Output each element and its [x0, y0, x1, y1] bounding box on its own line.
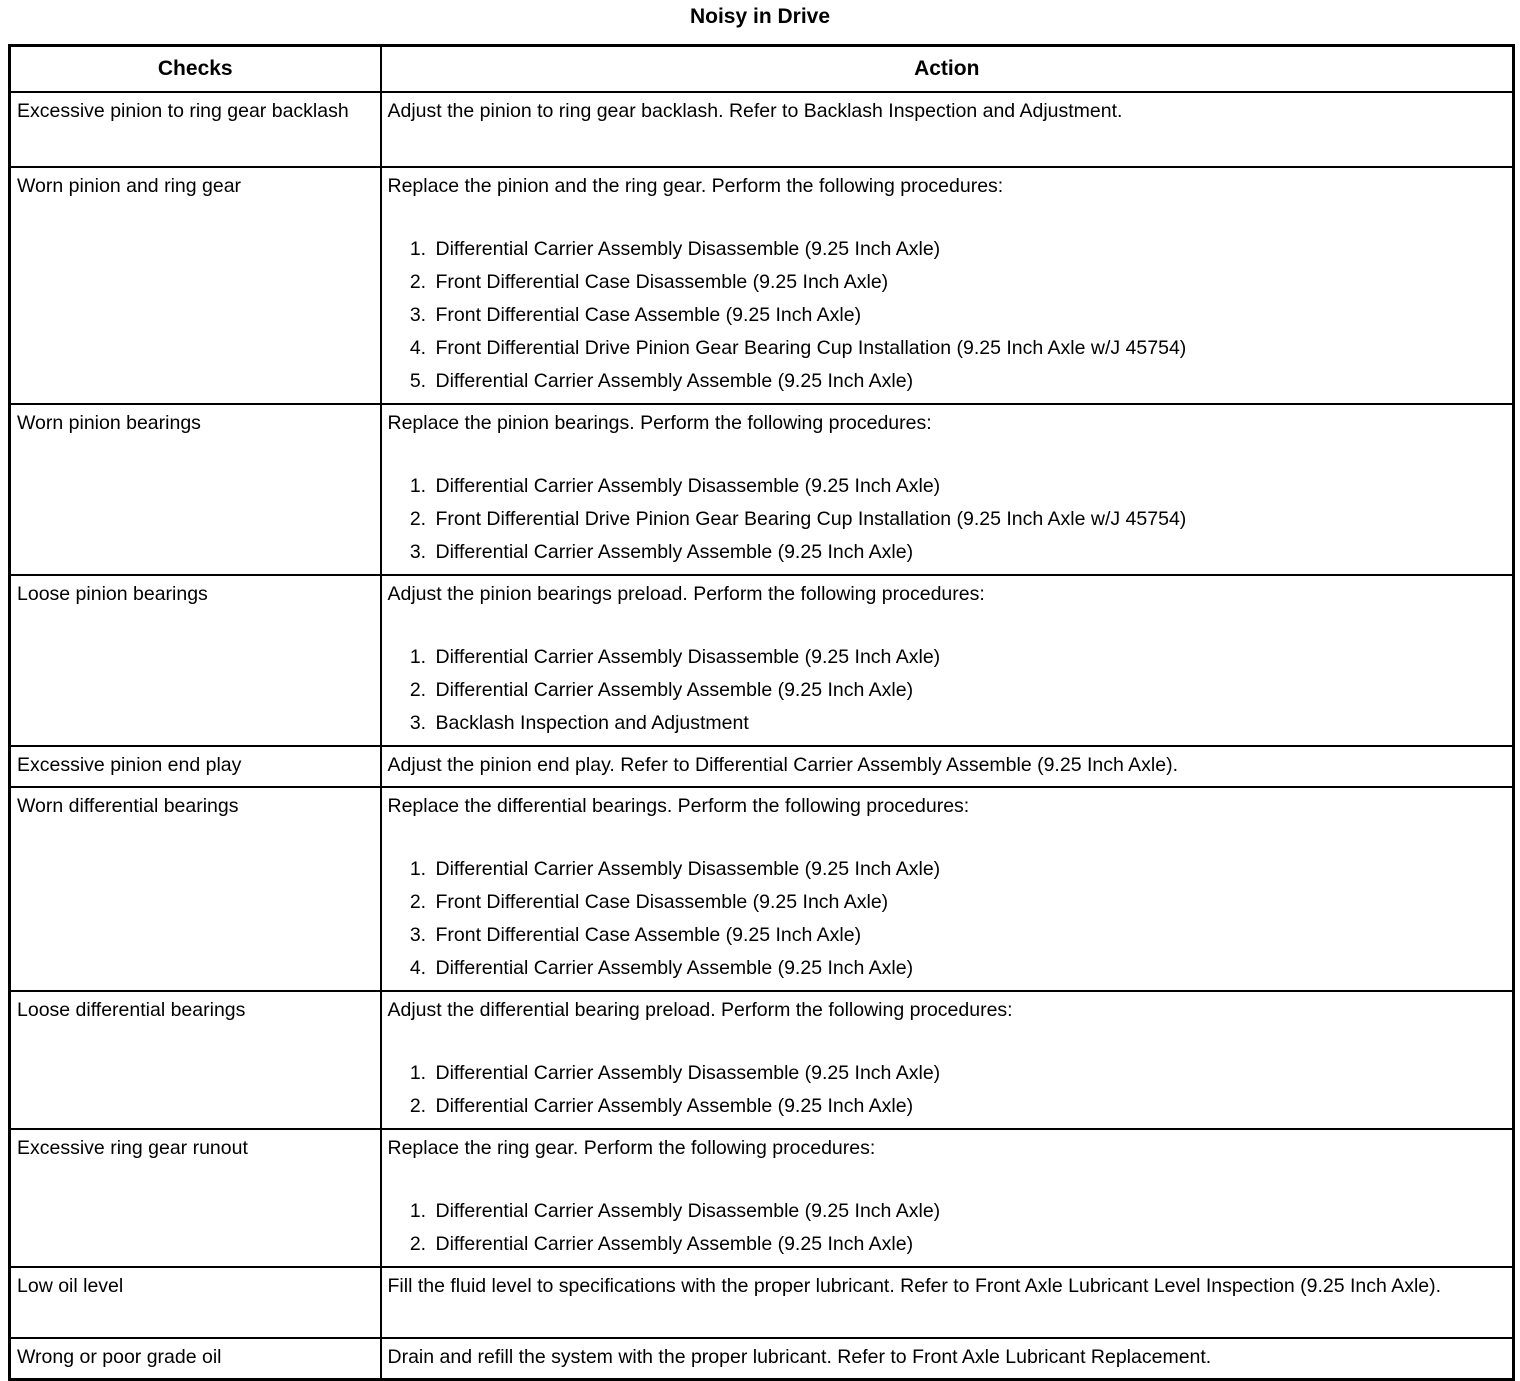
action-text: Adjust the pinion to ring gear backlash. Refer to Backlash Inspection and Adjustment. [387, 99, 1123, 122]
check-cell: Low oil level [10, 1267, 381, 1338]
column-header-action: Action [381, 46, 1514, 92]
check-cell: Wrong or poor grade oil [10, 1338, 381, 1380]
procedure-step: 3. Front Differential Case Assemble (9.25 Inch Axle) [432, 919, 1507, 952]
action-cell [381, 1129, 1514, 1267]
procedure-step: 3. Differential Carrier Assembly Assemble (9.25 Inch Axle) [432, 536, 1507, 569]
action-cell [381, 167, 1514, 404]
table-header-row [10, 46, 1514, 92]
page-title: Noisy in Drive [689, 5, 831, 28]
action-text: Adjust the differential bearing preload. Perform the following procedures: [387, 998, 1013, 1021]
check-cell: Worn differential bearings [10, 787, 381, 991]
procedure-step: 2. Front Differential Case Disassemble (9.25 Inch Axle) [432, 266, 1507, 299]
action-cell [381, 787, 1514, 991]
table-row [10, 991, 1514, 1129]
check-cell: Worn pinion and ring gear [10, 167, 381, 404]
procedure-list [388, 641, 1507, 740]
procedure-step: 1. Differential Carrier Assembly Disassemble (9.25 Inch Axle) [432, 641, 1507, 674]
procedure-list [388, 1195, 1507, 1261]
table-row [10, 404, 1514, 575]
procedure-step: 4. Front Differential Drive Pinion Gear Bearing Cup Installation (9.25 Inch Axle w/J 45754) [432, 332, 1507, 365]
procedure-step: 1. Differential Carrier Assembly Disassemble (9.25 Inch Axle) [432, 1195, 1507, 1228]
procedure-list [388, 1057, 1507, 1123]
action-cell [381, 92, 1514, 167]
procedure-step: 1. Differential Carrier Assembly Disassemble (9.25 Inch Axle) [432, 233, 1507, 266]
action-cell [381, 991, 1514, 1129]
check-cell: Loose differential bearings [10, 991, 381, 1129]
table-row [10, 787, 1514, 991]
procedure-step: 2. Differential Carrier Assembly Assemble (9.25 Inch Axle) [432, 674, 1507, 707]
column-header-checks: Checks [10, 46, 381, 92]
action-text: Replace the pinion and the ring gear. Perform the following procedures: [387, 174, 1004, 197]
action-text: Adjust the pinion end play. Refer to Differential Carrier Assembly Assemble (9.25 Inch Axle). [387, 753, 1179, 776]
procedure-step: 2. Differential Carrier Assembly Assemble (9.25 Inch Axle) [432, 1090, 1507, 1123]
check-cell: Excessive pinion to ring gear backlash [10, 92, 381, 167]
table-row [10, 92, 1514, 167]
action-cell [381, 1338, 1514, 1380]
table-row [10, 167, 1514, 404]
action-text: Replace the differential bearings. Perform the following procedures: [387, 794, 970, 817]
table-row [10, 746, 1514, 787]
table-row [10, 1267, 1514, 1338]
procedure-list [388, 853, 1507, 985]
procedure-step: 3. Front Differential Case Assemble (9.25 Inch Axle) [432, 299, 1507, 332]
check-cell: Excessive pinion end play [10, 746, 381, 787]
action-cell [381, 1267, 1514, 1338]
action-text: Replace the ring gear. Perform the following procedures: [387, 1136, 876, 1159]
procedure-step: 1. Differential Carrier Assembly Disassemble (9.25 Inch Axle) [432, 1057, 1507, 1090]
action-cell [381, 575, 1514, 746]
table-row [10, 1338, 1514, 1380]
procedure-list [388, 470, 1507, 569]
check-cell: Worn pinion bearings [10, 404, 381, 575]
procedure-step: 2. Front Differential Drive Pinion Gear Bearing Cup Installation (9.25 Inch Axle w/J 45754) [432, 503, 1507, 536]
procedure-step: 4. Differential Carrier Assembly Assemble (9.25 Inch Axle) [432, 952, 1507, 985]
check-cell: Excessive ring gear runout [10, 1129, 381, 1267]
procedure-step: 2. Front Differential Case Disassemble (9.25 Inch Axle) [432, 886, 1507, 919]
procedure-step: 2. Differential Carrier Assembly Assemble (9.25 Inch Axle) [432, 1228, 1507, 1261]
procedure-step: 5. Differential Carrier Assembly Assemble (9.25 Inch Axle) [432, 365, 1507, 398]
procedure-step: 3. Backlash Inspection and Adjustment [432, 707, 1507, 740]
action-text: Drain and refill the system with the proper lubricant. Refer to Front Axle Lubricant Replacement. [387, 1345, 1212, 1368]
action-cell [381, 746, 1514, 787]
action-cell [381, 404, 1514, 575]
procedure-step: 1. Differential Carrier Assembly Disassemble (9.25 Inch Axle) [432, 470, 1507, 503]
action-text: Adjust the pinion bearings preload. Perform the following procedures: [387, 582, 985, 605]
troubleshooting-table [8, 44, 1515, 1381]
check-cell: Loose pinion bearings [10, 575, 381, 746]
table-row [10, 575, 1514, 746]
action-text: Replace the pinion bearings. Perform the following procedures: [387, 411, 932, 434]
table-row [10, 1129, 1514, 1267]
action-text: Fill the fluid level to specifications with the proper lubricant. Refer to Front Axle Lubricant Level Inspection (9.25 Inch Axle). [387, 1274, 1442, 1297]
procedure-step: 1. Differential Carrier Assembly Disassemble (9.25 Inch Axle) [432, 853, 1507, 886]
procedure-list [388, 233, 1507, 398]
